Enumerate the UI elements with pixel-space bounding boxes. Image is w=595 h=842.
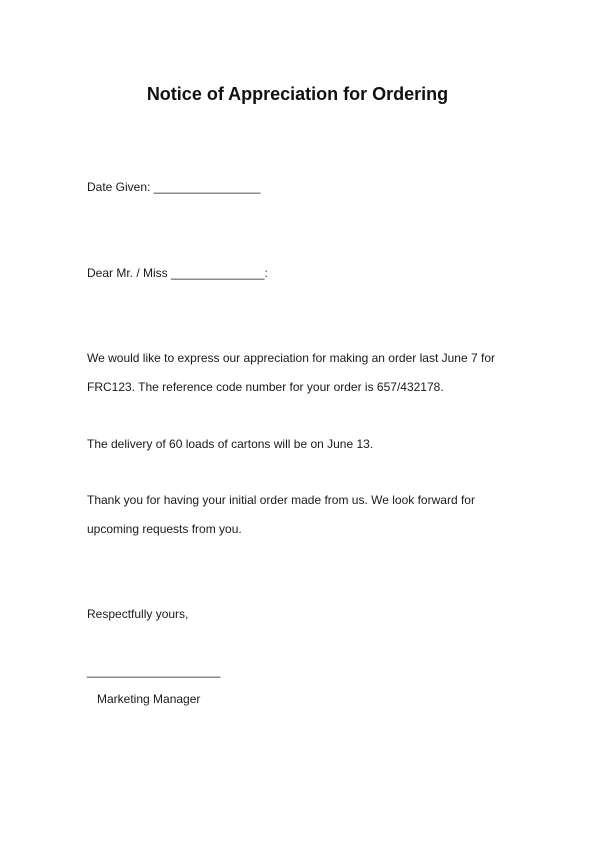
closing-line: Respectfully yours, (87, 607, 189, 621)
salutation-line: Dear Mr. / Miss ______________: (87, 266, 268, 280)
signature-line: ____________________ (87, 664, 221, 678)
date-given-line: Date Given: ________________ (87, 180, 261, 194)
paragraph-3-line-2: upcoming requests from you. (87, 522, 242, 536)
paragraph-3-line-1: Thank you for having your initial order made from us. We look forward for (87, 493, 475, 507)
paragraph-1-line-2: FRC123. The reference code number for your order is 657/432178. (87, 380, 444, 394)
signatory-title: Marketing Manager (97, 692, 201, 706)
paragraph-2: The delivery of 60 loads of cartons will be on June 13. (87, 437, 374, 451)
document-title: Notice of Appreciation for Ordering (146, 84, 449, 104)
paragraph-1-line-1: We would like to express our appreciation for making an order last June 7 for (87, 351, 495, 365)
